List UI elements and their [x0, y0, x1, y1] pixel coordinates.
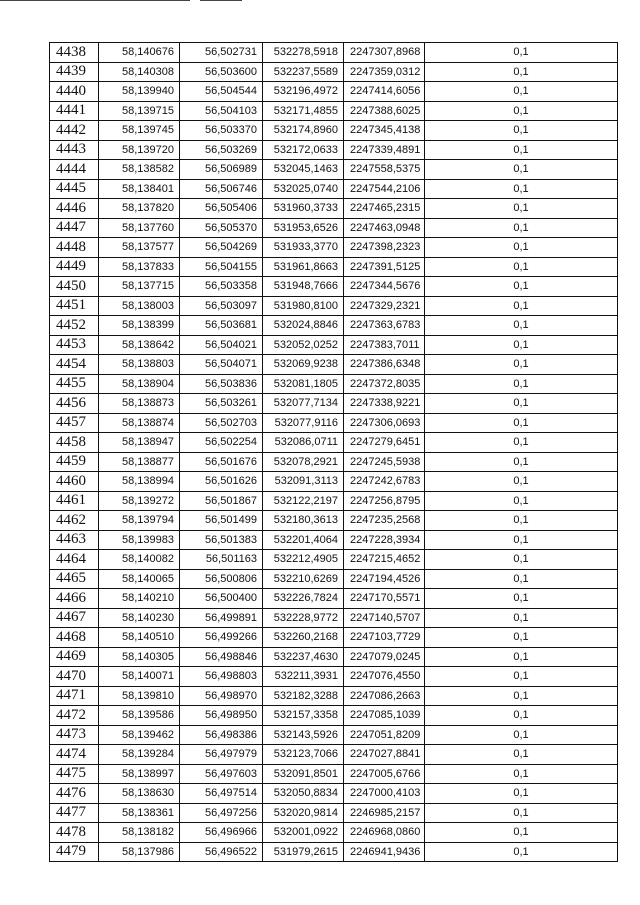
- table-row: [50, 179, 618, 199]
- y-coordinate-cell: 2247329,2321: [344, 296, 425, 316]
- table-row: [50, 199, 618, 219]
- point-number-cell: 4456: [50, 394, 99, 414]
- accuracy-cell: 0,1: [425, 511, 618, 531]
- x-coordinate-cell: 531960,3733: [263, 199, 344, 219]
- y-coordinate-cell: 2247465,2315: [344, 199, 425, 219]
- accuracy-cell: 0,1: [425, 628, 618, 648]
- longitude-cell: 56,503261: [180, 394, 263, 414]
- table-row: [50, 569, 618, 589]
- table-row: [50, 491, 618, 511]
- point-number-cell: 4443: [50, 140, 99, 160]
- latitude-cell: 58,140308: [99, 62, 180, 82]
- y-coordinate-cell: 2247391,5125: [344, 257, 425, 277]
- latitude-cell: 58,137833: [99, 257, 180, 277]
- longitude-cell: 56,496522: [180, 842, 263, 862]
- x-coordinate-cell: 532174,8960: [263, 121, 344, 141]
- point-number-cell: 4478: [50, 823, 99, 843]
- y-coordinate-cell: 2247558,5375: [344, 160, 425, 180]
- x-coordinate-cell: 532081,1805: [263, 374, 344, 394]
- x-coordinate-cell: 532237,4630: [263, 647, 344, 667]
- table-row: [50, 647, 618, 667]
- table-row: [50, 511, 618, 531]
- longitude-cell: 56,501163: [180, 550, 263, 570]
- y-coordinate-cell: 2247307,8968: [344, 43, 425, 63]
- accuracy-cell: 0,1: [425, 745, 618, 765]
- longitude-cell: 56,497979: [180, 745, 263, 765]
- x-coordinate-cell: 532091,3113: [263, 472, 344, 492]
- accuracy-cell: 0,1: [425, 62, 618, 82]
- point-number-cell: 4459: [50, 452, 99, 472]
- table-row: [50, 413, 618, 433]
- latitude-cell: 58,139720: [99, 140, 180, 160]
- longitude-cell: 56,503358: [180, 277, 263, 297]
- latitude-cell: 58,138874: [99, 413, 180, 433]
- point-number-cell: 4439: [50, 62, 99, 82]
- point-number-cell: 4455: [50, 374, 99, 394]
- longitude-cell: 56,505406: [180, 199, 263, 219]
- longitude-cell: 56,496966: [180, 823, 263, 843]
- point-number-cell: 4451: [50, 296, 99, 316]
- point-number-cell: 4473: [50, 725, 99, 745]
- longitude-cell: 56,500806: [180, 569, 263, 589]
- x-coordinate-cell: 532020,9814: [263, 803, 344, 823]
- point-number-cell: 4467: [50, 608, 99, 628]
- point-number-cell: 4444: [50, 160, 99, 180]
- point-number-cell: 4479: [50, 842, 99, 862]
- point-number-cell: 4454: [50, 355, 99, 375]
- y-coordinate-cell: 2247215,4652: [344, 550, 425, 570]
- y-coordinate-cell: 2247414,6056: [344, 82, 425, 102]
- y-coordinate-cell: 2247386,6348: [344, 355, 425, 375]
- accuracy-cell: 0,1: [425, 706, 618, 726]
- table-row: [50, 277, 618, 297]
- table-row: [50, 628, 618, 648]
- accuracy-cell: 0,1: [425, 530, 618, 550]
- x-coordinate-cell: 532123,7066: [263, 745, 344, 765]
- table-row: [50, 433, 618, 453]
- y-coordinate-cell: 2247388,6025: [344, 101, 425, 121]
- table-row: [50, 101, 618, 121]
- table-row: [50, 62, 618, 82]
- latitude-cell: 58,138182: [99, 823, 180, 843]
- longitude-cell: 56,502731: [180, 43, 263, 63]
- longitude-cell: 56,501867: [180, 491, 263, 511]
- latitude-cell: 58,137820: [99, 199, 180, 219]
- y-coordinate-cell: 2247245,5938: [344, 452, 425, 472]
- point-number-cell: 4464: [50, 550, 99, 570]
- y-coordinate-cell: 2247005,6766: [344, 764, 425, 784]
- x-coordinate-cell: 532157,3358: [263, 706, 344, 726]
- longitude-cell: 56,501676: [180, 452, 263, 472]
- accuracy-cell: 0,1: [425, 218, 618, 238]
- table-row: [50, 842, 618, 862]
- point-number-cell: 4468: [50, 628, 99, 648]
- table-row: [50, 823, 618, 843]
- point-number-cell: 4438: [50, 43, 99, 63]
- x-coordinate-cell: 532077,9116: [263, 413, 344, 433]
- longitude-cell: 56,504544: [180, 82, 263, 102]
- y-coordinate-cell: 2247338,9221: [344, 394, 425, 414]
- point-number-cell: 4453: [50, 335, 99, 355]
- accuracy-cell: 0,1: [425, 803, 618, 823]
- y-coordinate-cell: 2247363,6783: [344, 316, 425, 336]
- table-row: [50, 160, 618, 180]
- x-coordinate-cell: 531961,8663: [263, 257, 344, 277]
- accuracy-cell: 0,1: [425, 433, 618, 453]
- table-row: [50, 140, 618, 160]
- accuracy-cell: 0,1: [425, 316, 618, 336]
- x-coordinate-cell: 532001,0922: [263, 823, 344, 843]
- latitude-cell: 58,140071: [99, 667, 180, 687]
- latitude-cell: 58,139940: [99, 82, 180, 102]
- longitude-cell: 56,497514: [180, 784, 263, 804]
- latitude-cell: 58,139794: [99, 511, 180, 531]
- longitude-cell: 56,505370: [180, 218, 263, 238]
- accuracy-cell: 0,1: [425, 842, 618, 862]
- x-coordinate-cell: 532201,4064: [263, 530, 344, 550]
- table-row: [50, 764, 618, 784]
- point-number-cell: 4474: [50, 745, 99, 765]
- x-coordinate-cell: 532069,9238: [263, 355, 344, 375]
- table-row: [50, 667, 618, 687]
- point-number-cell: 4469: [50, 647, 99, 667]
- point-number-cell: 4461: [50, 491, 99, 511]
- point-number-cell: 4457: [50, 413, 99, 433]
- x-coordinate-cell: 532143,5926: [263, 725, 344, 745]
- y-coordinate-cell: 2247140,5707: [344, 608, 425, 628]
- longitude-cell: 56,498970: [180, 686, 263, 706]
- y-coordinate-cell: 2247194,4526: [344, 569, 425, 589]
- x-coordinate-cell: 532077,7134: [263, 394, 344, 414]
- latitude-cell: 58,139745: [99, 121, 180, 141]
- x-coordinate-cell: 532180,3613: [263, 511, 344, 531]
- accuracy-cell: 0,1: [425, 764, 618, 784]
- point-number-cell: 4472: [50, 706, 99, 726]
- accuracy-cell: 0,1: [425, 101, 618, 121]
- longitude-cell: 56,498846: [180, 647, 263, 667]
- table-row: [50, 706, 618, 726]
- accuracy-cell: 0,1: [425, 296, 618, 316]
- latitude-cell: 58,140065: [99, 569, 180, 589]
- accuracy-cell: 0,1: [425, 725, 618, 745]
- longitude-cell: 56,501499: [180, 511, 263, 531]
- latitude-cell: 58,139983: [99, 530, 180, 550]
- x-coordinate-cell: 532045,1463: [263, 160, 344, 180]
- y-coordinate-cell: 2247085,1039: [344, 706, 425, 726]
- x-coordinate-cell: 532182,3288: [263, 686, 344, 706]
- accuracy-cell: 0,1: [425, 179, 618, 199]
- table-row: [50, 355, 618, 375]
- y-coordinate-cell: 2247086,2663: [344, 686, 425, 706]
- latitude-cell: 58,140510: [99, 628, 180, 648]
- point-number-cell: 4441: [50, 101, 99, 121]
- accuracy-cell: 0,1: [425, 140, 618, 160]
- table-row: [50, 745, 618, 765]
- table-row: [50, 335, 618, 355]
- x-coordinate-cell: 532050,8834: [263, 784, 344, 804]
- table-row: [50, 686, 618, 706]
- coordinates-table-body: [50, 43, 618, 862]
- latitude-cell: 58,138994: [99, 472, 180, 492]
- x-coordinate-cell: 532212,4905: [263, 550, 344, 570]
- accuracy-cell: 0,1: [425, 238, 618, 258]
- latitude-cell: 58,137986: [99, 842, 180, 862]
- y-coordinate-cell: 2247076,4550: [344, 667, 425, 687]
- table-row: [50, 784, 618, 804]
- longitude-cell: 56,506746: [180, 179, 263, 199]
- y-coordinate-cell: 2247079,0245: [344, 647, 425, 667]
- table-row: [50, 394, 618, 414]
- longitude-cell: 56,498386: [180, 725, 263, 745]
- accuracy-cell: 0,1: [425, 472, 618, 492]
- point-number-cell: 4448: [50, 238, 99, 258]
- y-coordinate-cell: 2247242,6783: [344, 472, 425, 492]
- y-coordinate-cell: 2247463,0948: [344, 218, 425, 238]
- longitude-cell: 56,503600: [180, 62, 263, 82]
- x-coordinate-cell: 532196,4972: [263, 82, 344, 102]
- accuracy-cell: 0,1: [425, 277, 618, 297]
- x-coordinate-cell: 532091,8501: [263, 764, 344, 784]
- longitude-cell: 56,503836: [180, 374, 263, 394]
- y-coordinate-cell: 2247359,0312: [344, 62, 425, 82]
- table-row: [50, 374, 618, 394]
- x-coordinate-cell: 532052,0252: [263, 335, 344, 355]
- x-coordinate-cell: 531933,3770: [263, 238, 344, 258]
- x-coordinate-cell: 532260,2168: [263, 628, 344, 648]
- accuracy-cell: 0,1: [425, 199, 618, 219]
- latitude-cell: 58,139272: [99, 491, 180, 511]
- longitude-cell: 56,506989: [180, 160, 263, 180]
- longitude-cell: 56,497603: [180, 764, 263, 784]
- latitude-cell: 58,137760: [99, 218, 180, 238]
- latitude-cell: 58,138003: [99, 296, 180, 316]
- x-coordinate-cell: 531948,7666: [263, 277, 344, 297]
- y-coordinate-cell: 2247051,8209: [344, 725, 425, 745]
- longitude-cell: 56,504269: [180, 238, 263, 258]
- latitude-cell: 58,138877: [99, 452, 180, 472]
- point-number-cell: 4458: [50, 433, 99, 453]
- longitude-cell: 56,503097: [180, 296, 263, 316]
- accuracy-cell: 0,1: [425, 82, 618, 102]
- accuracy-cell: 0,1: [425, 43, 618, 63]
- table-row: [50, 608, 618, 628]
- y-coordinate-cell: 2247398,2323: [344, 238, 425, 258]
- point-number-cell: 4447: [50, 218, 99, 238]
- table-row: [50, 472, 618, 492]
- latitude-cell: 58,139810: [99, 686, 180, 706]
- latitude-cell: 58,140305: [99, 647, 180, 667]
- latitude-cell: 58,138904: [99, 374, 180, 394]
- y-coordinate-cell: 2247544,2106: [344, 179, 425, 199]
- accuracy-cell: 0,1: [425, 257, 618, 277]
- y-coordinate-cell: 2247228,3934: [344, 530, 425, 550]
- latitude-cell: 58,138582: [99, 160, 180, 180]
- longitude-cell: 56,503269: [180, 140, 263, 160]
- longitude-cell: 56,499891: [180, 608, 263, 628]
- table-row: [50, 43, 618, 63]
- accuracy-cell: 0,1: [425, 491, 618, 511]
- x-coordinate-cell: 532226,7824: [263, 589, 344, 609]
- latitude-cell: 58,139284: [99, 745, 180, 765]
- longitude-cell: 56,504071: [180, 355, 263, 375]
- table-row: [50, 589, 618, 609]
- accuracy-cell: 0,1: [425, 160, 618, 180]
- longitude-cell: 56,501626: [180, 472, 263, 492]
- table-row: [50, 725, 618, 745]
- longitude-cell: 56,504103: [180, 101, 263, 121]
- y-coordinate-cell: 2247339,4891: [344, 140, 425, 160]
- longitude-cell: 56,497256: [180, 803, 263, 823]
- point-number-cell: 4465: [50, 569, 99, 589]
- longitude-cell: 56,503681: [180, 316, 263, 336]
- y-coordinate-cell: 2247170,5571: [344, 589, 425, 609]
- page-top-edge: [0, 0, 640, 2]
- latitude-cell: 58,137577: [99, 238, 180, 258]
- x-coordinate-cell: 531980,8100: [263, 296, 344, 316]
- longitude-cell: 56,498950: [180, 706, 263, 726]
- y-coordinate-cell: 2246985,2157: [344, 803, 425, 823]
- x-coordinate-cell: 532210,6269: [263, 569, 344, 589]
- point-number-cell: 4450: [50, 277, 99, 297]
- latitude-cell: 58,138997: [99, 764, 180, 784]
- latitude-cell: 58,140676: [99, 43, 180, 63]
- point-number-cell: 4449: [50, 257, 99, 277]
- x-coordinate-cell: 532237,5589: [263, 62, 344, 82]
- longitude-cell: 56,502703: [180, 413, 263, 433]
- latitude-cell: 58,138873: [99, 394, 180, 414]
- longitude-cell: 56,499266: [180, 628, 263, 648]
- x-coordinate-cell: 532211,3931: [263, 667, 344, 687]
- x-coordinate-cell: 531953,6526: [263, 218, 344, 238]
- x-coordinate-cell: 532086,0711: [263, 433, 344, 453]
- point-number-cell: 4471: [50, 686, 99, 706]
- accuracy-cell: 0,1: [425, 686, 618, 706]
- y-coordinate-cell: 2247383,7011: [344, 335, 425, 355]
- point-number-cell: 4475: [50, 764, 99, 784]
- table-row: [50, 121, 618, 141]
- point-number-cell: 4466: [50, 589, 99, 609]
- accuracy-cell: 0,1: [425, 374, 618, 394]
- point-number-cell: 4470: [50, 667, 99, 687]
- point-number-cell: 4446: [50, 199, 99, 219]
- latitude-cell: 58,139462: [99, 725, 180, 745]
- table-row: [50, 82, 618, 102]
- table-row: [50, 550, 618, 570]
- latitude-cell: 58,140210: [99, 589, 180, 609]
- y-coordinate-cell: 2247306,0693: [344, 413, 425, 433]
- table-row: [50, 530, 618, 550]
- latitude-cell: 58,138361: [99, 803, 180, 823]
- accuracy-cell: 0,1: [425, 667, 618, 687]
- y-coordinate-cell: 2247256,8795: [344, 491, 425, 511]
- latitude-cell: 58,139586: [99, 706, 180, 726]
- x-coordinate-cell: 532171,4855: [263, 101, 344, 121]
- y-coordinate-cell: 2247000,4103: [344, 784, 425, 804]
- point-number-cell: 4463: [50, 530, 99, 550]
- accuracy-cell: 0,1: [425, 647, 618, 667]
- longitude-cell: 56,504155: [180, 257, 263, 277]
- latitude-cell: 58,138642: [99, 335, 180, 355]
- y-coordinate-cell: 2247344,5676: [344, 277, 425, 297]
- accuracy-cell: 0,1: [425, 355, 618, 375]
- x-coordinate-cell: 532078,2921: [263, 452, 344, 472]
- y-coordinate-cell: 2247372,8035: [344, 374, 425, 394]
- accuracy-cell: 0,1: [425, 550, 618, 570]
- accuracy-cell: 0,1: [425, 823, 618, 843]
- coordinates-table: [49, 42, 618, 862]
- point-number-cell: 4476: [50, 784, 99, 804]
- y-coordinate-cell: 2247027,8841: [344, 745, 425, 765]
- x-coordinate-cell: 532025,0740: [263, 179, 344, 199]
- point-number-cell: 4445: [50, 179, 99, 199]
- table-row: [50, 257, 618, 277]
- y-coordinate-cell: 2246968,0860: [344, 823, 425, 843]
- x-coordinate-cell: 532172,0633: [263, 140, 344, 160]
- y-coordinate-cell: 2247279,6451: [344, 433, 425, 453]
- y-coordinate-cell: 2246941,9436: [344, 842, 425, 862]
- longitude-cell: 56,502254: [180, 433, 263, 453]
- point-number-cell: 4442: [50, 121, 99, 141]
- longitude-cell: 56,498803: [180, 667, 263, 687]
- table-row: [50, 316, 618, 336]
- point-number-cell: 4462: [50, 511, 99, 531]
- latitude-cell: 58,140230: [99, 608, 180, 628]
- latitude-cell: 58,138401: [99, 179, 180, 199]
- table-row: [50, 296, 618, 316]
- latitude-cell: 58,139715: [99, 101, 180, 121]
- latitude-cell: 58,138803: [99, 355, 180, 375]
- y-coordinate-cell: 2247345,4138: [344, 121, 425, 141]
- accuracy-cell: 0,1: [425, 394, 618, 414]
- accuracy-cell: 0,1: [425, 413, 618, 433]
- table-row: [50, 238, 618, 258]
- x-coordinate-cell: 532122,2197: [263, 491, 344, 511]
- latitude-cell: 58,138630: [99, 784, 180, 804]
- y-coordinate-cell: 2247103,7729: [344, 628, 425, 648]
- y-coordinate-cell: 2247235,2568: [344, 511, 425, 531]
- table-row: [50, 218, 618, 238]
- accuracy-cell: 0,1: [425, 452, 618, 472]
- x-coordinate-cell: 532024,8846: [263, 316, 344, 336]
- point-number-cell: 4452: [50, 316, 99, 336]
- x-coordinate-cell: 532278,5918: [263, 43, 344, 63]
- latitude-cell: 58,137715: [99, 277, 180, 297]
- longitude-cell: 56,504021: [180, 335, 263, 355]
- x-coordinate-cell: 532228,9772: [263, 608, 344, 628]
- latitude-cell: 58,140082: [99, 550, 180, 570]
- longitude-cell: 56,500400: [180, 589, 263, 609]
- accuracy-cell: 0,1: [425, 569, 618, 589]
- accuracy-cell: 0,1: [425, 589, 618, 609]
- latitude-cell: 58,138947: [99, 433, 180, 453]
- accuracy-cell: 0,1: [425, 335, 618, 355]
- longitude-cell: 56,503370: [180, 121, 263, 141]
- point-number-cell: 4460: [50, 472, 99, 492]
- accuracy-cell: 0,1: [425, 608, 618, 628]
- longitude-cell: 56,501383: [180, 530, 263, 550]
- point-number-cell: 4477: [50, 803, 99, 823]
- latitude-cell: 58,138399: [99, 316, 180, 336]
- table-row: [50, 452, 618, 472]
- x-coordinate-cell: 531979,2615: [263, 842, 344, 862]
- point-number-cell: 4440: [50, 82, 99, 102]
- accuracy-cell: 0,1: [425, 784, 618, 804]
- accuracy-cell: 0,1: [425, 121, 618, 141]
- table-row: [50, 803, 618, 823]
